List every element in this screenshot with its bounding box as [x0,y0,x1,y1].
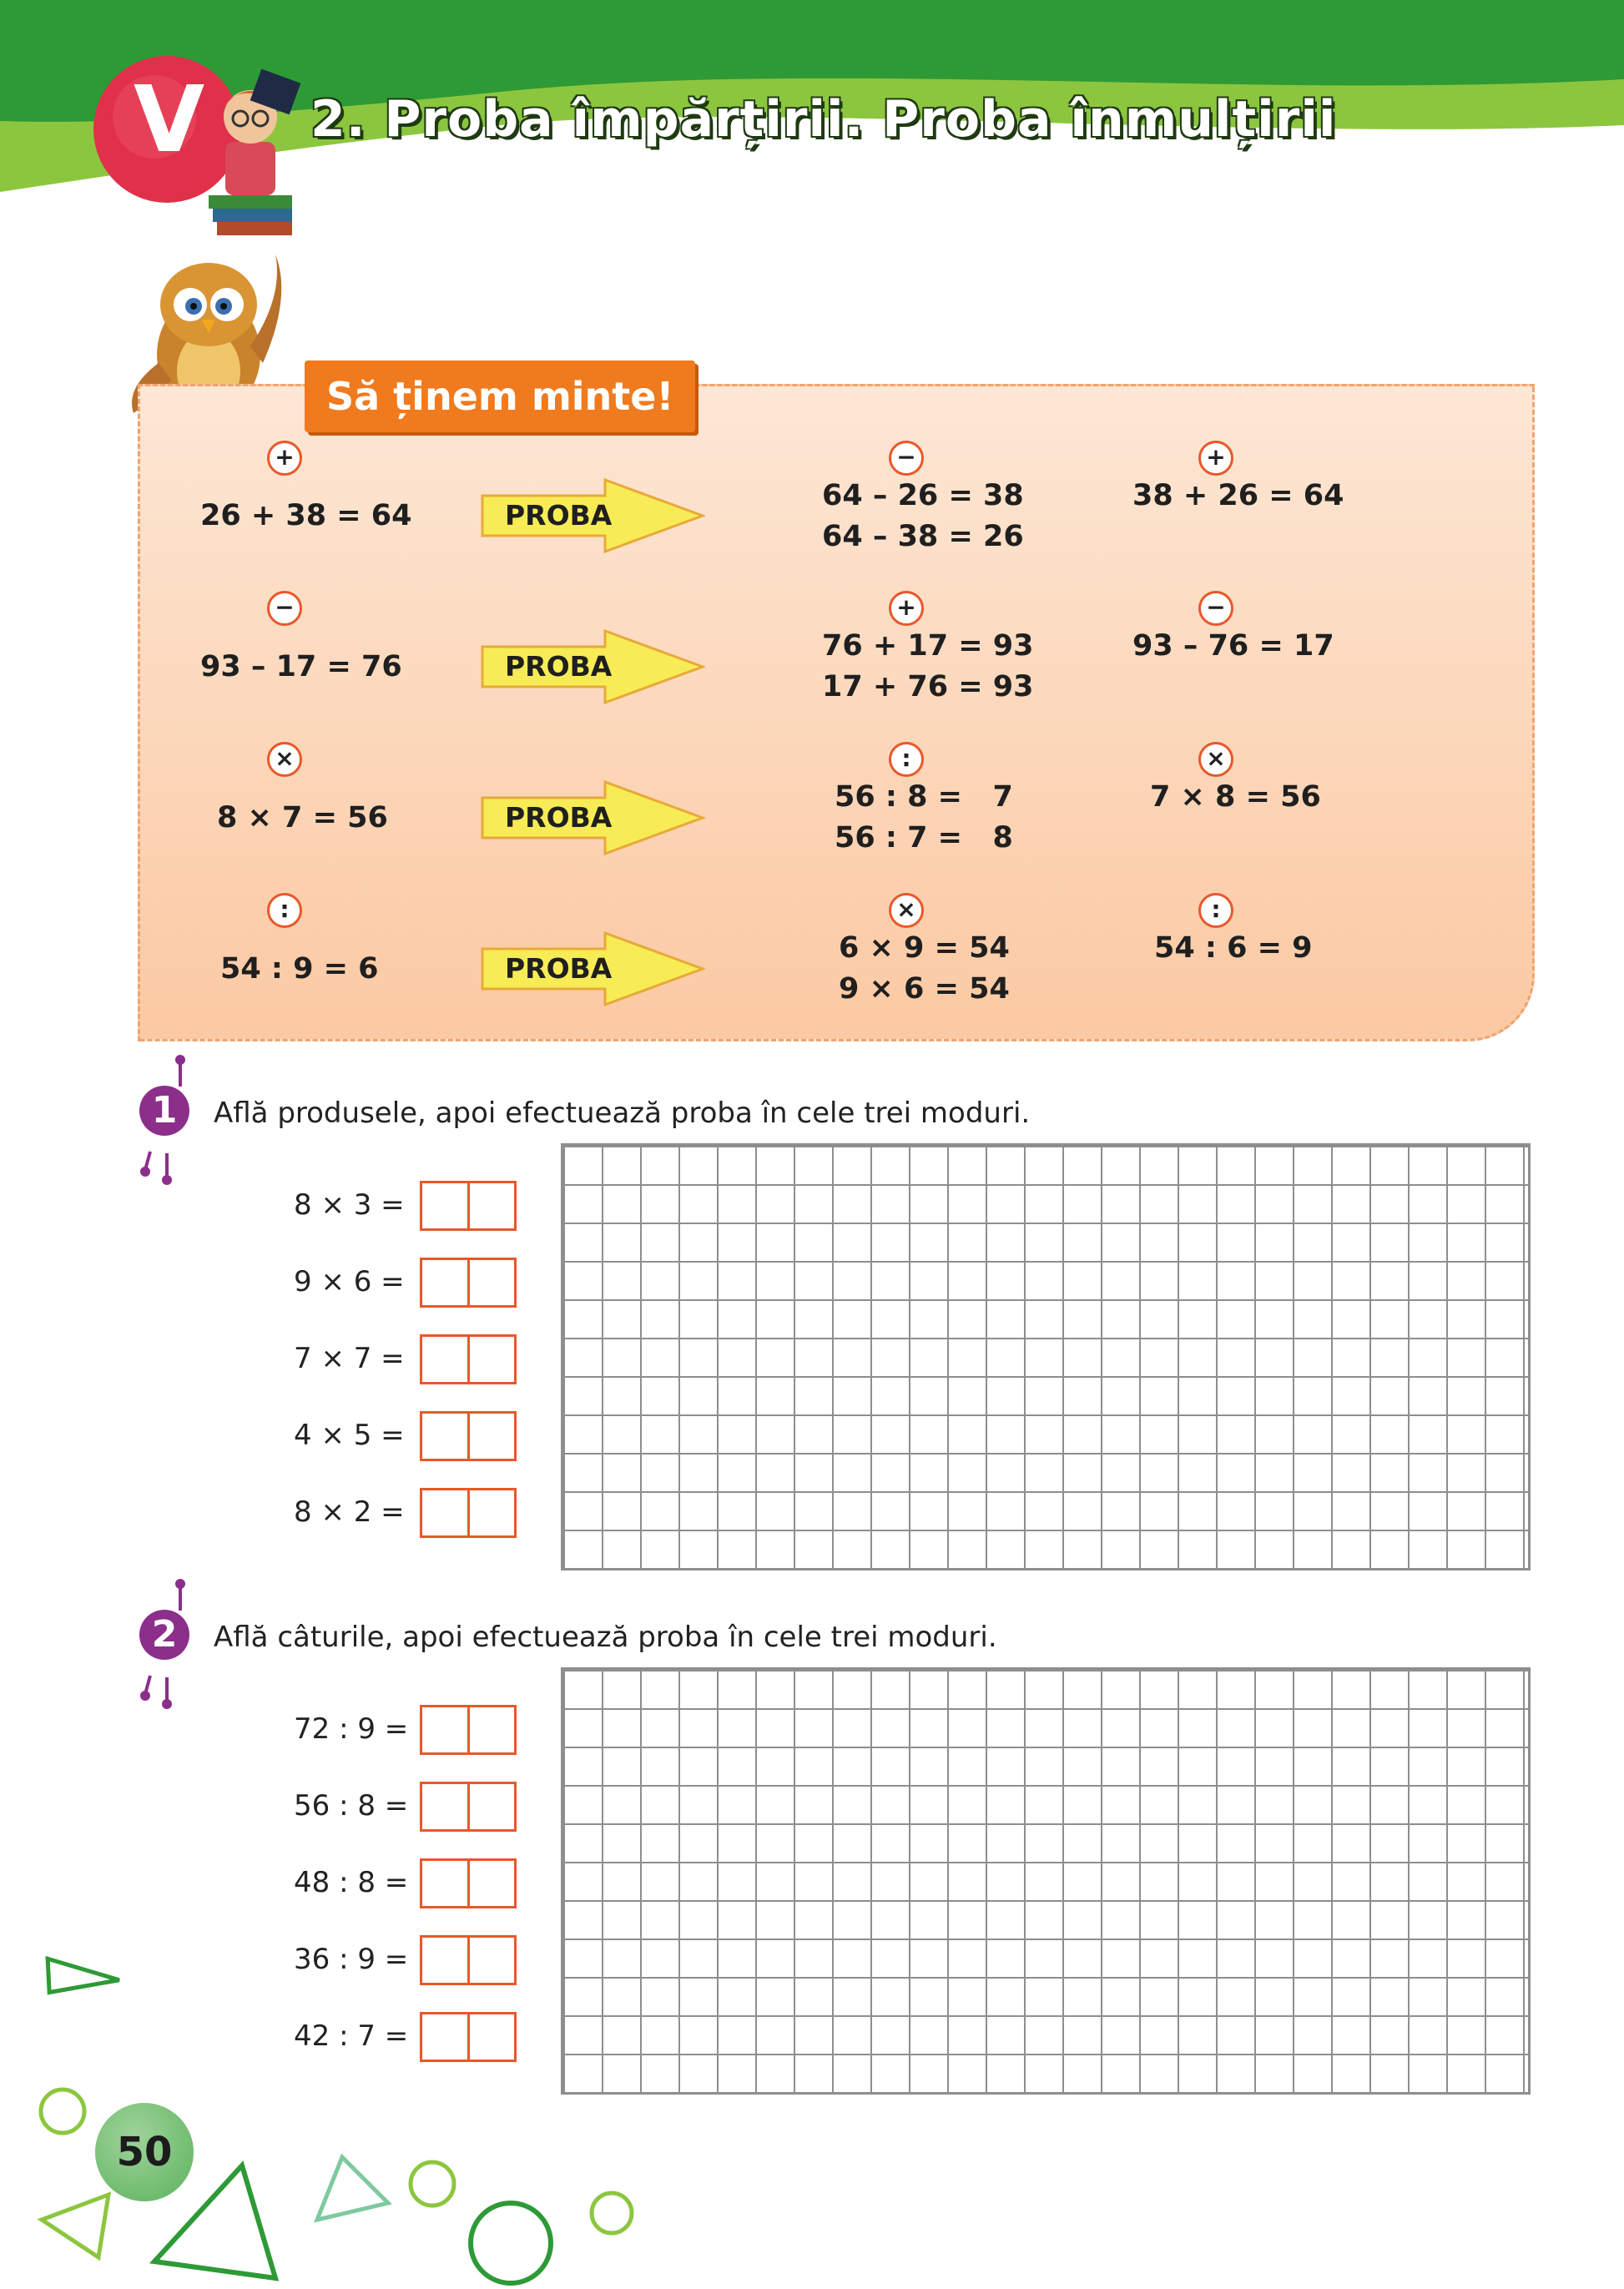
exercise-item: 42 : 7 = [294,2019,409,2053]
plus-icon: + [1198,441,1233,476]
page-title: 2. Proba împărțirii. Proba înmulțirii [310,90,1337,149]
equation: 26 + 38 = 64 [200,499,412,532]
divide-icon: : [889,742,924,777]
minus-icon: − [267,591,302,626]
exercise-instruction: Află câturile, apoi efectuează proba în cele trei moduri. [214,1621,997,1654]
exercise-instruction: Află produsele, apoi efectuează proba în cele trei moduri. [214,1097,1031,1130]
answer-box[interactable] [420,1858,517,1908]
proba-arrow [480,628,705,705]
proba-label: PROBA [505,650,613,683]
proba-label: PROBA [505,801,613,834]
equation: 93 – 17 = 76 [200,650,402,683]
exercise-item: 7 × 7 = [294,1342,405,1375]
remember-label: Să ținem minte! [305,360,695,432]
minus-icon: − [1198,591,1233,626]
alt-check-line: 38 + 26 = 64 [1132,479,1344,512]
times-icon: × [889,893,924,928]
answer-box[interactable] [420,1411,517,1461]
answer-box[interactable] [420,1705,517,1755]
check-line: 64 – 38 = 26 [822,520,1024,553]
equation: 8 × 7 = 56 [217,801,388,834]
page-number: 50 [95,2103,194,2201]
exercise-item: 8 × 2 = [294,1495,405,1529]
exercise-item: 9 × 6 = [294,1265,405,1298]
check-line: 17 + 76 = 93 [822,670,1034,703]
check-line: 6 × 9 = 54 [839,931,1010,965]
check-line: 56 : 8 = 7 [835,780,1013,814]
check-line: 64 – 26 = 38 [822,479,1024,512]
times-icon: × [1198,742,1233,777]
exercise-item: 56 : 8 = [294,1789,409,1823]
exercise-item: 4 × 5 = [294,1419,405,1452]
check-line: 76 + 17 = 93 [822,629,1034,663]
proba-label: PROBA [505,952,613,985]
kid-reading-illustration [209,67,300,242]
exercise-item: 72 : 9 = [294,1712,409,1746]
plus-icon: + [889,591,924,626]
divide-icon: : [1198,893,1233,928]
proba-arrow [480,779,705,856]
alt-check-line: 7 × 8 = 56 [1150,780,1321,814]
exercise-item: 36 : 9 = [294,1943,409,1976]
alt-check-line: 54 : 6 = 9 [1154,931,1313,965]
proba-arrow [480,930,705,1007]
section-letter: V [134,66,205,173]
check-line: 56 : 7 = 8 [835,821,1013,855]
exercise-number: 2 [139,1610,189,1660]
alt-check-line: 93 – 76 = 17 [1132,629,1334,663]
exercise-item: 48 : 8 = [294,1866,409,1899]
proba-label: PROBA [505,499,613,532]
answer-box[interactable] [420,1488,517,1538]
exercise-item: 8 × 3 = [294,1188,405,1222]
answer-box[interactable] [420,1782,517,1832]
proba-arrow [480,477,705,554]
divide-icon: : [267,893,302,928]
plus-icon: + [267,441,302,476]
answer-box[interactable] [420,1334,517,1384]
check-line: 9 × 6 = 54 [839,972,1010,1006]
square-grid-workspace[interactable] [561,1143,1531,1571]
answer-box[interactable] [420,1258,517,1308]
equation: 54 : 9 = 6 [220,952,379,986]
exercise-number: 1 [139,1086,189,1136]
minus-icon: − [889,441,924,476]
answer-box[interactable] [420,1181,517,1231]
times-icon: × [267,742,302,777]
